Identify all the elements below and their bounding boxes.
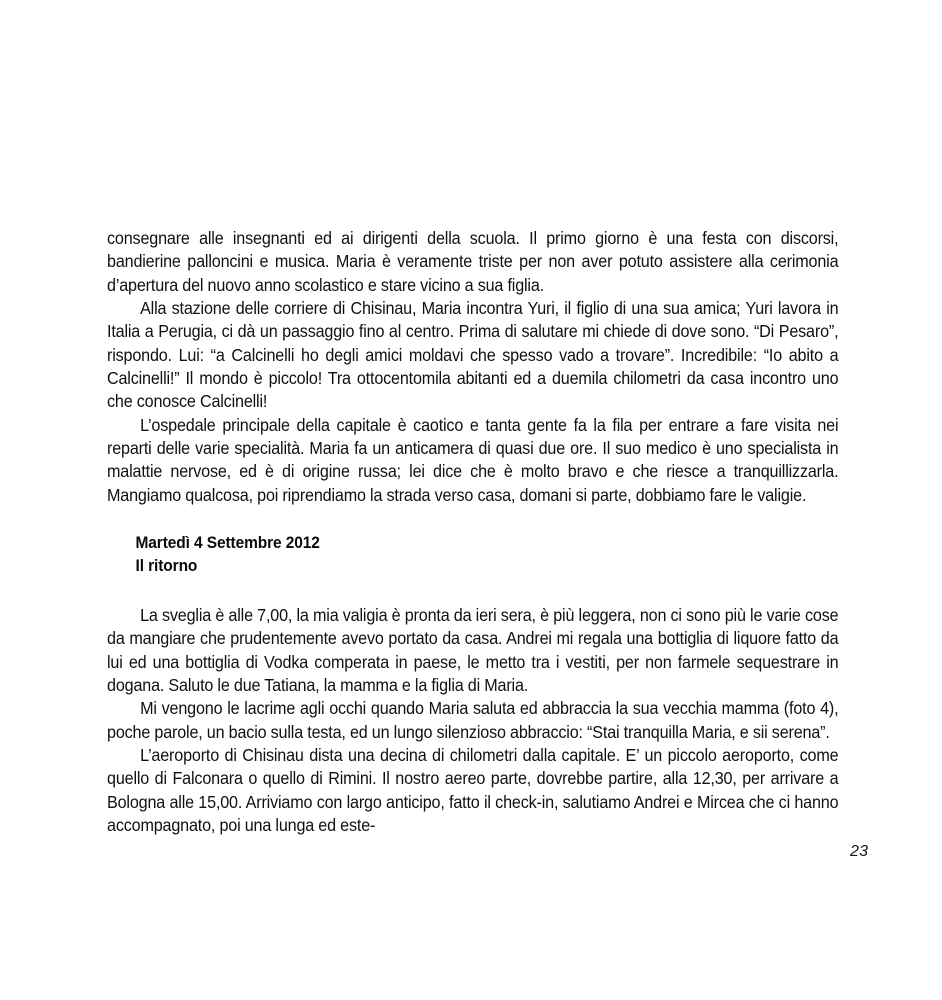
page-number: 23 (850, 843, 869, 860)
paragraph-aeroporto: L’aeroporto di Chisinau dista una decina di chilometri dalla capitale. E’ un piccolo aeroporto, come quello di Falconara o quello di Rimini. Il nostro aereo parte, dovrebbe partire, alla 12,30, per arrivare a Bologna alle 15,00. Arriviamo con largo anticipo, fatto il check-in, salutiamo Andrei e Mircea che ci hanno accompagnato, poi una lunga ed este- (107, 746, 839, 836)
paragraph-scuola: consegnare alle insegnanti ed ai dirigenti della scuola. Il primo giorno è una festa con discorsi, bandierine palloncini e musica. Maria è veramente triste per non aver potuto assistere alla cerimonia d’apertura del nuovo anno scolastico e stare vicino a sua figlia. (107, 229, 839, 295)
text-column (107, 227, 839, 837)
section-heading-date: Martedì 4 Settembre 2012 (135, 534, 320, 553)
paragraph-lacrime: Mi vengono le lacrime agli occhi quando Maria saluta ed abbraccia la sua vecchia mamma (foto 4), poche parole, un bacio sulla testa, ed un lungo silenzioso abbraccio: “Stai tranquilla Maria, e sii serena”. (107, 699, 839, 742)
paragraph-ospedale: L’ospedale principale della capitale è caotico e tanta gente fa la fila per entrare a fare visita nei reparti delle varie specialità. Maria fa un anticamera di quasi due ore. Il suo medico è uno specialista in malattie nervose, ed è di origine russa; lei dice che è molto bravo e che riesce a tranquillizzarla. Mangiamo qualcosa, poi riprendiamo la strada verso casa, domani si parte, dobbiamo fare le valigie. (107, 415, 839, 505)
section-heading-title: Il ritorno (135, 556, 198, 575)
heading-spacer-bottom (107, 577, 839, 604)
heading-spacer-top (107, 507, 839, 532)
paragraph-sveglia: La sveglia è alle 7,00, la mia valigia è pronta da ieri sera, è più leggera, non ci sono più le varie cose da mangiare che prudentemente avevo portato da casa. Andrei mi regala una bottiglia di liquore fatto da lui ed una bottiglia di Vodka comperata in paese, le metto tra i vestiti, per non farmele sequestrare in dogana. Saluto le due Tatiana, la mamma e la figlia di Maria. (107, 605, 839, 695)
section-heading (107, 532, 802, 577)
paragraph-stazione: Alla stazione delle corriere di Chisinau, Maria incontra Yuri, il figlio di una sua amica; Yuri lavora in Italia a Perugia, ci dà un passaggio fino al centro. Prima di salutare mi chiede di dove sono. “Di Pesaro”, rispondo. Lui: “a Calcinelli ho degli amici moldavi che spesso vado a trovare”. Incredibile: “Io abito a Calcinelli!” Il mondo è piccolo! Tra ottocentomila abitanti ed a duemila chilometri da casa incontro uno che conosce Calcinelli! (107, 299, 839, 412)
